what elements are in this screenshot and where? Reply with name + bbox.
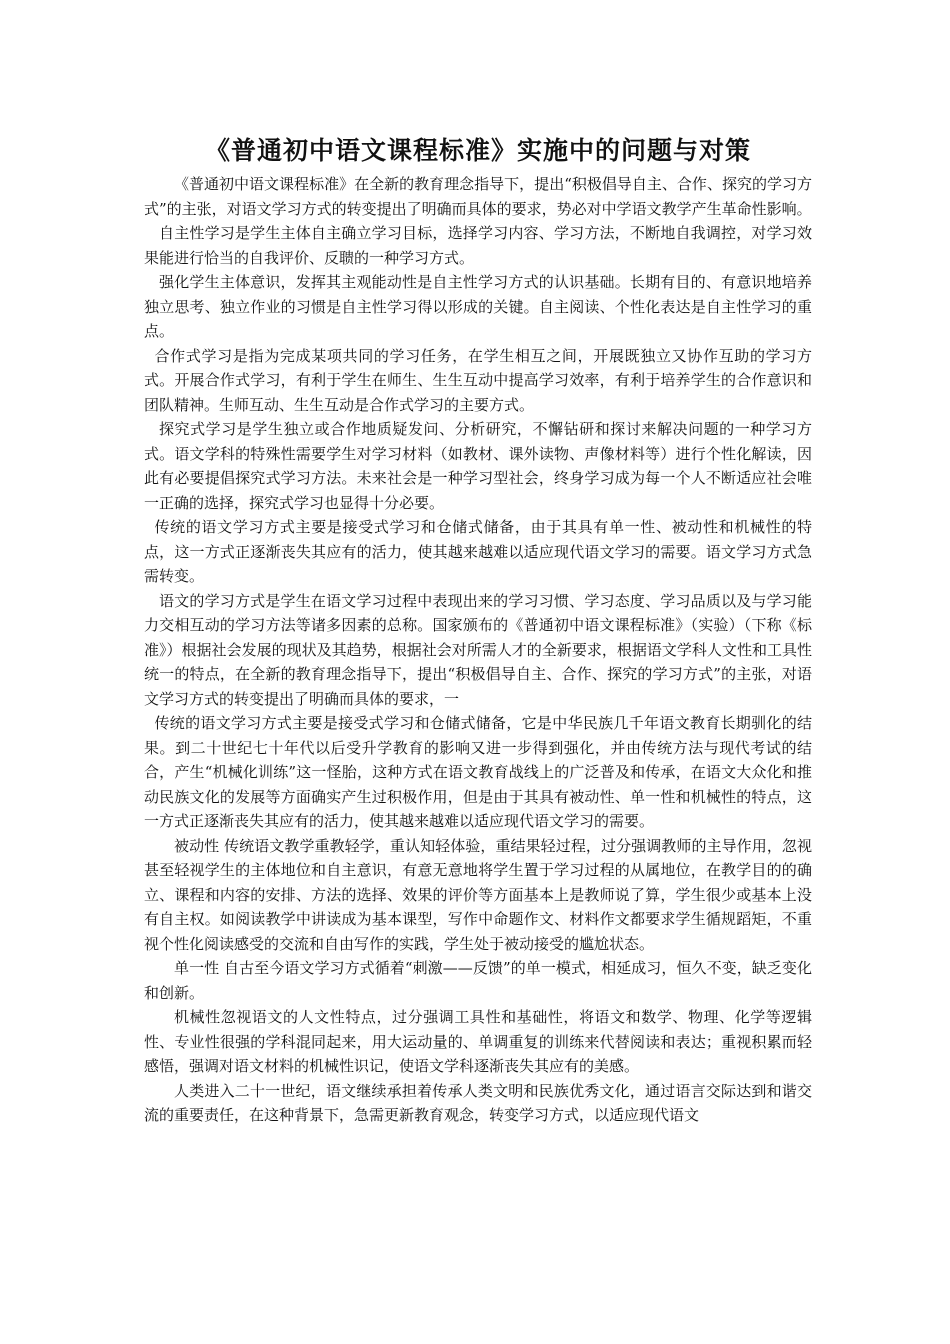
paragraph-9: 被动性 传统语文教学重教轻学，重认知轻体验，重结果轻过程，过分强调教师的主导作用，忽视甚至轻视学生的主体地位和自主意识，有意无意地将学生置于学习过程的从属地位，在教学目的的确立、课程和内容的安排、方法的选择、效果的评价等方面基本上是教师说了算，学生很少或基本上没有自主权。如阅读教学中讲读成为基本课型，写作中命题作文、材料作文都要求学生循规蹈矩，不重视个性化阅读感受的交流和自由写作的实践，学生处于被动接受的尴尬状态。 <box>144 836 812 953</box>
paragraph-1: 《普通初中语文课程标准》在全新的教育理念指导下，提出“积极倡导自主、合作、探究的学习方式”的主张，对语文学习方式的转变提出了明确而具体的要求，势必对中学语文教学产生革命性影响。 <box>144 175 812 218</box>
paragraph-6: 传统的语文学习方式主要是接受式学习和仓储式储备，由于其具有单一性、被动性和机械性的特点，这一方式正逐渐丧失其应有的活力，使其越来越难以适应现代语文学习的需要。语文学习方式急需转变。 <box>144 518 812 585</box>
paragraph-10: 单一性 自古至今语文学习方式循着“刺激——反馈”的单一模式，相延成习，恒久不变，缺乏变化和创新。 <box>144 959 812 1002</box>
paragraph-4: 合作式学习是指为完成某项共同的学习任务，在学生相互之间，开展既独立又协作互助的学习方式。开展合作式学习，有利于学生在师生、生生互动中提高学习效率，有利于培养学生的合作意识和团队精神。生师互动、生生互动是合作式学习的主要方式。 <box>144 346 812 414</box>
paragraph-8: 传统的语文学习方式主要是接受式学习和仓储式储备，它是中华民族几千年语文教育长期驯化的结果。到二十世纪七十年代以后受升学教育的影响又进一步得到强化，并由传统方法与现代考试的结合，产生“机械化训练”这一怪胎，这种方式在语文教育战线上的广泛普及和传承，在语文大众化和推动民族文化的发展等方面确实产生过积极作用，但是由于其具有被动性、单一性和机械性的特点，这一方式正逐渐丧失其应有的活力，使其越来越难以适应现代语文学习的需要。 <box>144 714 812 830</box>
document-title: 《普通初中语文课程标准》实施中的问题与对策 <box>204 136 751 165</box>
paragraph-12: 人类进入二十一世纪，语文继续承担着传承人类文明和民族优秀文化，通过语言交际达到和谐交流的重要责任，在这种背景下，急需更新教育观念，转变学习方式，以适应现代语文 <box>144 1081 812 1124</box>
paragraph-3: 强化学生主体意识，发挥其主观能动性是自主性学习方式的认识基础。长期有目的、有意识地培养独立思考、独立作业的习惯是自主性学习得以形成的关键。自主阅读、个性化表达是自主性学习的重点。 <box>144 273 812 340</box>
paragraph-7: 语文的学习方式是学生在语文学习过程中表现出来的学习习惯、学习态度、学习品质以及与学习能力交相互动的学习方法等诸多因素的总称。国家颁布的《普通初中语文课程标准》（实验）（下称《标准》）根据社会发展的现状及其趋势，根据社会对所需人才的全新要求，根据语文学科人文性和工具性统一的特点，在全新的教育理念指导下，提出“积极倡导自主、合作、探究的学习方式”的主张，对语文学习方式的转变提出了明确而具体的要求，一 <box>144 591 812 708</box>
document-body <box>144 172 812 1128</box>
paragraph-5: 探究式学习是学生独立或合作地质疑发问、分析研究，不懈钻研和探讨来解决问题的一种学习方式。语文学科的特殊性需要学生对学习材料（如教材、课外读物、声像材料等）进行个性化解读，因此有必要提倡探究式学习方法。未来社会是一种学习型社会，终身学习成为每一个人不断适应社会唯一正确的选择，探究式学习也显得十分必要。 <box>144 420 812 512</box>
paragraph-11: 机械性忽视语文的人文性特点，过分强调工具性和基础性，将语文和数学、物理、化学等逻辑性、专业性很强的学科混同起来，用大运动量的、单调重复的训练来代替阅读和表达；重视积累而轻感悟，强调对语文材料的机械性识记，使语文学科逐渐丧失其应有的美感。 <box>144 1008 812 1075</box>
paragraph-2: 自主性学习是学生主体自主确立学习目标，选择学习内容、学习方法，不断地自我调控，对学习效果能进行恰当的自我评价、反聩的一种学习方式。 <box>144 224 812 267</box>
